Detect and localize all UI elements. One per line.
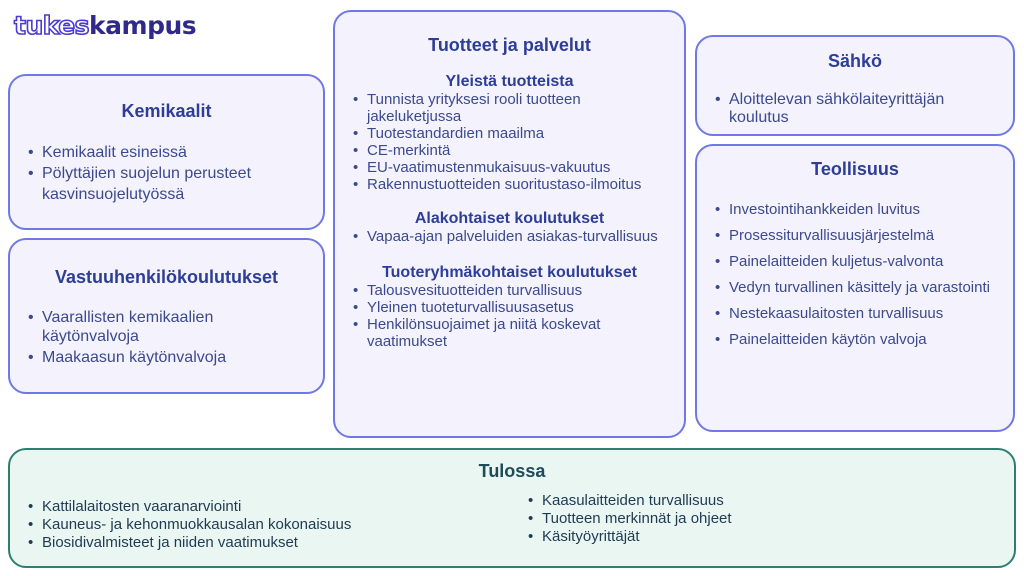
tuotteet-title: Tuotteet ja palvelut xyxy=(428,35,591,55)
sahko-box xyxy=(695,35,1015,136)
section-title-tuoteryhmakohtaiset: Tuoteryhmäkohtaiset koulutukset xyxy=(382,264,637,281)
list-item[interactable]: • Painelaitteiden kuljetus-valvonta xyxy=(715,250,1007,274)
list-item[interactable]: • EU-vaatimustenmukaisuus-vakuutus xyxy=(353,159,672,176)
tukeskampus-logo[interactable] xyxy=(14,10,196,42)
kemikaalit-title: Kemikaalit xyxy=(121,101,212,121)
list-item[interactable]: • Nestekaasulaitosten turvallisuus xyxy=(715,302,1007,326)
vastuuhenkilo-box xyxy=(8,238,325,394)
list-item[interactable]: • Kaasulaitteiden turvallisuus xyxy=(528,492,998,510)
list-item[interactable]: • Yleinen tuoteturvallisuusasetus xyxy=(353,299,672,316)
list-item[interactable]: • Aloittelevan sähkölaiteyrittäjän koulutus xyxy=(715,91,1005,127)
kemikaalit-list xyxy=(28,142,313,205)
list-item[interactable]: • Kemikaalit esineissä xyxy=(28,142,313,163)
section-title-yleista: Yleistä tuotteista xyxy=(445,73,574,90)
vastuuhenkilo-title: Vastuuhenkilökoulutukset xyxy=(54,267,279,287)
list-item[interactable]: • Vedyn turvallinen käsittely ja varastointi xyxy=(715,276,1007,300)
tulossa-box xyxy=(8,448,1016,568)
list-item[interactable]: • Rakennustuotteiden suoritustaso-ilmoitus xyxy=(353,176,672,193)
list-item[interactable]: • Biosidivalmisteet ja niiden vaatimukset xyxy=(28,534,518,552)
tulossa-right-list xyxy=(528,492,998,546)
tulossa-title: Tulossa xyxy=(478,461,546,481)
list-item[interactable]: • CE-merkintä xyxy=(353,142,672,159)
teollisuus-title: Teollisuus xyxy=(811,159,899,179)
list-item[interactable]: • Painelaitteiden käytön valvoja xyxy=(715,328,1007,352)
tulossa-left-list xyxy=(28,498,518,552)
kemikaalit-box xyxy=(8,74,325,230)
tuotteet-box xyxy=(333,10,686,438)
alakohtaiset-list xyxy=(353,228,672,245)
tuoteryhma-list xyxy=(353,282,672,350)
list-item[interactable]: • Tuotestandardien maailma xyxy=(353,125,672,142)
list-item[interactable]: • Talousvesituotteiden turvallisuus xyxy=(353,282,672,299)
list-item[interactable]: • Kattilalaitosten vaaranarviointi xyxy=(28,498,518,516)
logo-part-tukes: tukes xyxy=(14,11,90,40)
list-item[interactable]: • Pölyttäjien suojelun perusteet kasvinsuojelutyössä xyxy=(28,163,313,205)
sahko-list xyxy=(715,91,1005,127)
yleista-list xyxy=(353,91,672,193)
section-title-alakohtaiset: Alakohtaiset koulutukset xyxy=(414,210,605,227)
list-item[interactable]: • Kauneus- ja kehonmuokkausalan kokonaisuus xyxy=(28,516,518,534)
list-item[interactable]: • Tuotteen merkinnät ja ohjeet xyxy=(528,510,998,528)
teollisuus-list xyxy=(715,198,1007,352)
list-item[interactable]: • Käsityöyrittäjät xyxy=(528,528,998,546)
list-item[interactable]: • Investointihankkeiden luvitus xyxy=(715,198,1007,222)
list-item[interactable]: • Maakaasun käytönvalvoja xyxy=(28,348,313,367)
sahko-title: Sähkö xyxy=(827,51,883,71)
list-item[interactable]: • Henkilönsuojaimet ja niitä koskevat vaatimukset xyxy=(353,316,672,350)
list-item[interactable]: • Vaarallisten kemikaalien käytönvalvoja xyxy=(28,308,313,346)
list-item[interactable]: • Tunnista yrityksesi rooli tuotteen jakeluketjussa xyxy=(353,91,672,125)
vastuuhenkilo-list xyxy=(28,308,313,367)
list-item[interactable]: • Vapaa-ajan palveluiden asiakas-turvallisuus xyxy=(353,228,672,245)
list-item[interactable]: • Prosessiturvallisuusjärjestelmä xyxy=(715,224,1007,248)
teollisuus-box xyxy=(695,144,1015,432)
logo-part-kampus: kampus xyxy=(89,11,197,40)
